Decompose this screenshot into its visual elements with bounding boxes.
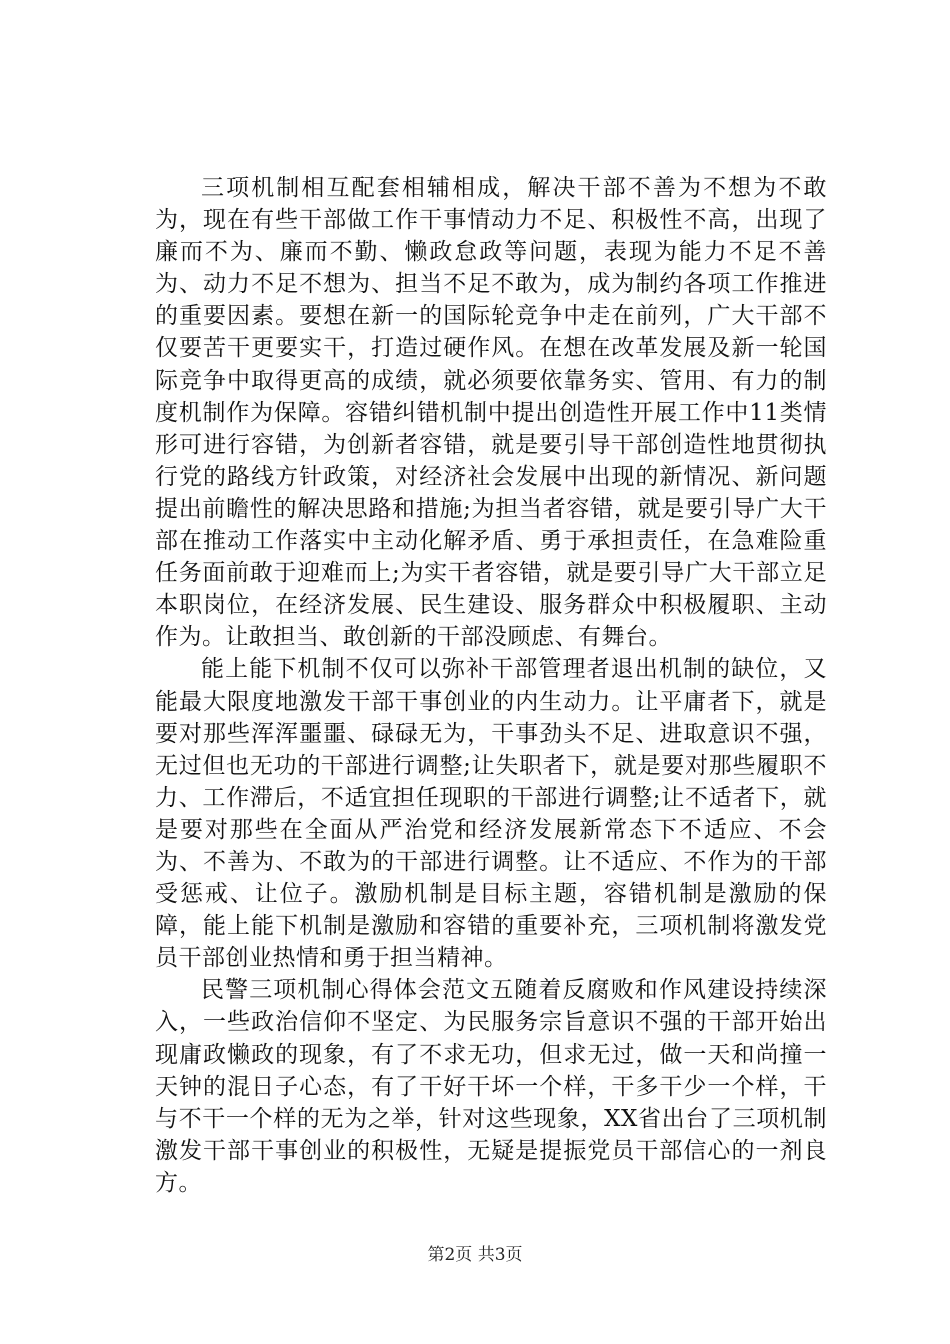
paragraph-3: 民警三项机制心得体会范文五随着反腐败和作风建设持续深入，一些政治信仰不坚定、为民服务宗旨意识不强的干部开始出现庸政懒政的现象，有了不求无功，但求无过，做一天和尚撞一天钟的混日子心态，有了干好干坏一个样，干多干少一个样，干与不干一个样的无为之举，针对这些现象，XX省出台了三项机制激发干部干事创业的积极性，无疑是提振党员干部信心的一剂良方。 bbox=[155, 977, 827, 1196]
paragraph-2: 能上能下机制不仅可以弥补干部管理者退出机制的缺位，又能最大限度地激发干部干事创业的内生动力。让平庸者下，就是要对那些浑浑噩噩、碌碌无为，干事劲头不足、进取意识不强，无过但也无功的干部进行调整;让失职者下，就是要对那些履职不力、工作滞后，不适宜担任现职的干部进行调整;让不适者下，就是要对那些在全面从严治党和经济发展新常态下不适应、不会为、不善为、不敢为的干部进行调整。让不适应、不作为的干部受惩戒、让位子。激励机制是目标主题，容错机制是激励的保障，能上能下机制是激励和容错的重要补充，三项机制将激发党员干部创业热情和勇于担当精神。 bbox=[155, 656, 827, 972]
document-body bbox=[155, 172, 827, 1199]
page-number-footer: 第2页 共3页 bbox=[427, 1245, 523, 1265]
paragraph-1: 三项机制相互配套相辅相成，解决干部不善为不想为不敢为，现在有些干部做工作干事情动力不足、积极性不高，出现了廉而不为、廉而不勤、懒政怠政等问题，表现为能力不足不善为、动力不足不想为、担当不足不敢为，成为制约各项工作推进的重要因素。要想在新一的国际轮竞争中走在前列，广大干部不仅要苦干更要实干，打造过硬作风。在想在改革发展及新一轮国际竞争中取得更高的成绩，就必须要依靠务实、管用、有力的制度机制作为保障。容错纠错机制中提出创造性开展工作中11类情形可进行容错，为创新者容错，就是要引导干部创造性地贯彻执行党的路线方针政策，对经济社会发展中出现的新情况、新问题提出前瞻性的解决思路和措施;为担当者容错，就是要引导广大干部在推动工作落实中主动化解矛盾、勇于承担责任，在急难险重任务面前敢于迎难而上;为实干者容错，就是要引导广大干部立足本职岗位，在经济发展、民生建设、服务群众中积极履职、主动作为。让敢担当、敢创新的干部没顾虑、有舞台。 bbox=[155, 175, 827, 651]
